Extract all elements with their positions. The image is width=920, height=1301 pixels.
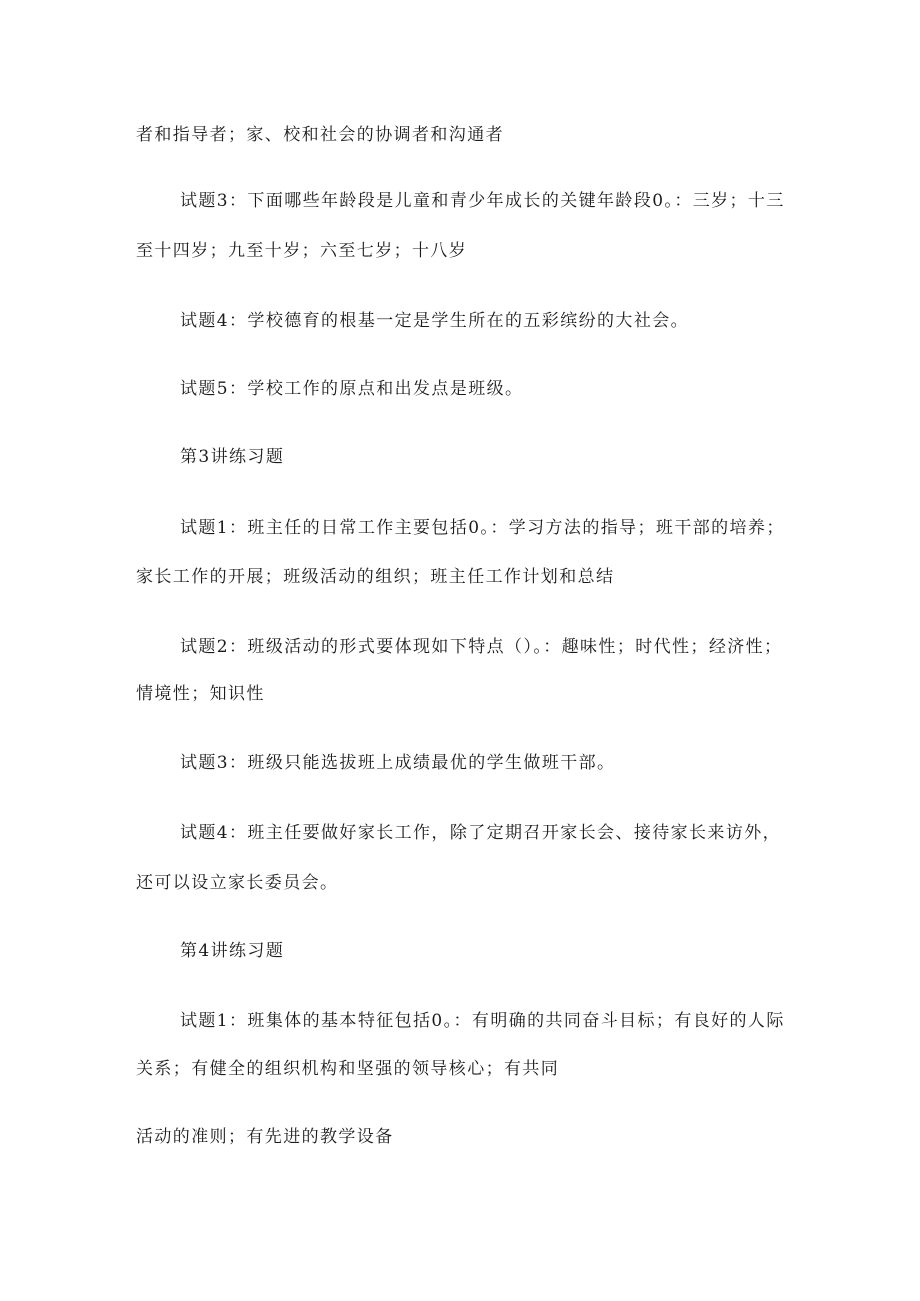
question-5-line: 试题5：学校工作的原点和出发点是班级。 — [180, 379, 524, 399]
lecture-3-question-4-continuation: 还可以设立家长委员会。 — [136, 873, 339, 893]
lecture-4-question-1-line: 试题1：班集体的基本特征包括0。：有明确的共同奋斗目标；有良好的人际 — [180, 1011, 785, 1031]
question-4-line: 试题4：学校德育的根基一定是学生所在的五彩缤纷的大社会。 — [180, 311, 690, 331]
question-3-line: 试题3：下面哪些年龄段是儿童和青少年成长的关键年龄段0。：三岁；十三 — [180, 191, 785, 211]
section-heading-lecture-3: 第3讲练习题 — [180, 447, 285, 467]
lecture-3-question-1-continuation: 家长工作的开展；班级活动的组织；班主任工作计划和总结 — [136, 567, 615, 587]
lecture-3-question-3-line: 试题3：班级只能选拔班上成绩最优的学生做班干部。 — [180, 753, 616, 773]
paragraph-line: 者和指导者；家、校和社会的协调者和沟通者 — [136, 125, 504, 145]
lecture-3-question-2-line: 试题2：班级活动的形式要体现如下特点（）。：趣味性；时代性；经济性； — [180, 637, 783, 657]
question-3-continuation: 至十四岁；九至十岁；六至七岁；十八岁 — [136, 241, 468, 261]
lecture-4-question-1-continuation-2: 活动的准则；有先进的教学设备 — [136, 1127, 394, 1147]
lecture-3-question-1-line: 试题1：班主任的日常工作主要包括0。：学习方法的指导；班干部的培养； — [180, 518, 785, 538]
lecture-4-question-1-continuation: 关系；有健全的组织机构和坚强的领导核心；有共同 — [136, 1059, 560, 1079]
lecture-3-question-4-line: 试题4：班主任要做好家长工作，除了定期召开家长会、接待家长来访外， — [180, 823, 782, 843]
section-heading-lecture-4: 第4讲练习题 — [180, 941, 285, 961]
lecture-3-question-2-continuation: 情境性；知识性 — [136, 684, 265, 704]
